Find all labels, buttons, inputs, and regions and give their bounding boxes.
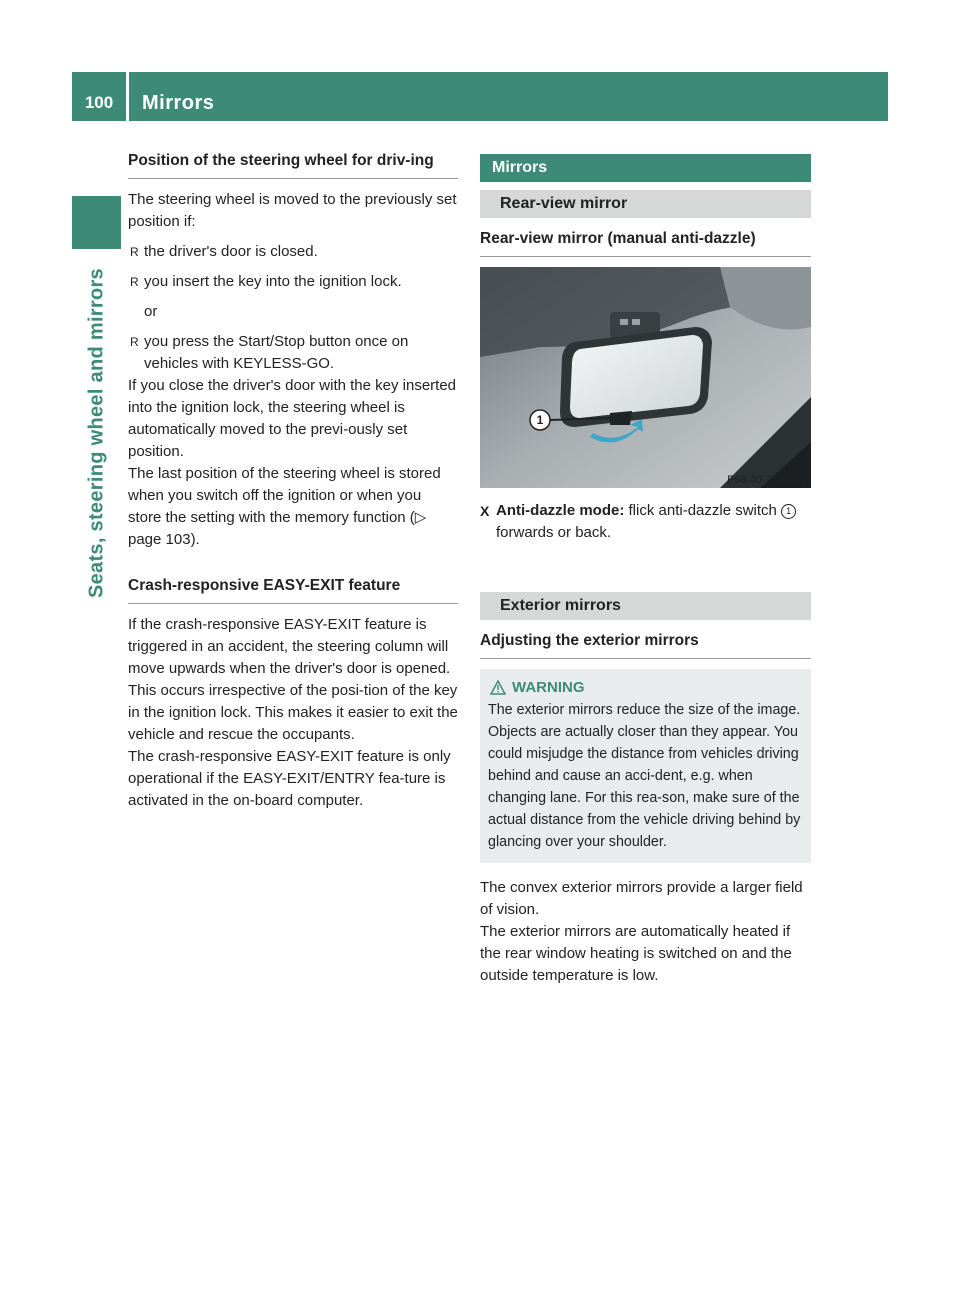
list-item: R you press the Start/Stop button once on vehicles with KEYLESS-GO. (130, 333, 409, 372)
paragraph: If the crash-responsive EASY-EXIT feature is triggered in an accident, the steering column will move upwards when the driver's door is opened. This occurs irrespective of the posi-tion of the key in the ignition lock. This makes it easier to exit the vehicle and rescue the occupants. (128, 616, 458, 743)
paragraph: The last position of the steering wheel is stored when you switch off the ignition or when you store the setting with the memory function (▷ page 103). (128, 465, 441, 548)
bullet-icon: R (130, 275, 139, 289)
list-item: R you insert the key into the ignition lock. (128, 271, 458, 293)
instruction-step: X Anti-dazzle mode: flick anti-dazzle switch 1 forwards or back. (480, 500, 811, 544)
warning-box (480, 669, 811, 863)
header-divider (126, 72, 129, 121)
side-tab-marker (72, 196, 121, 249)
left-column (128, 150, 458, 812)
warning-triangle-icon (490, 680, 506, 695)
list-item: R the driver's door is closed. (128, 241, 458, 263)
paragraph: The convex exterior mirrors provide a larger field of vision. (480, 879, 803, 918)
paragraph: The exterior mirrors are automatically heated if the rear window heating is switched on and the outside temperature is low. (480, 923, 792, 984)
section-bar: Mirrors (480, 154, 811, 182)
bullet-icon: R (130, 245, 139, 259)
subsection-bar: Exterior mirrors (480, 592, 811, 620)
warning-title: WARNING (488, 677, 803, 699)
page-header (72, 72, 888, 121)
right-column (480, 150, 811, 987)
section-heading: Adjusting the exterior mirrors (480, 630, 811, 659)
svg-text:1: 1 (536, 413, 544, 427)
list-connector: or (144, 303, 158, 320)
paragraph: The crash-responsive EASY-EXIT feature is only operational if the EASY-EXIT/ENTRY fea-ture is activated in the on-board computer. (128, 748, 451, 809)
header-title: Mirrors (142, 92, 215, 114)
subsection-bar: Rear-view mirror (480, 190, 811, 218)
paragraph: If you close the driver's door with the key inserted into the ignition lock, the steering wheel is automatically moved to the previ-ously set position. (128, 377, 457, 460)
callout-1-icon: 1 (781, 504, 796, 519)
paragraph: The steering wheel is moved to the previously set position if: (128, 191, 457, 230)
rear-view-mirror-figure (480, 267, 811, 488)
page-number: 100 (84, 93, 114, 112)
section-heading: Crash-responsive EASY-EXIT feature (128, 575, 458, 604)
figure-code: P68.40-2188-31 (727, 474, 806, 486)
warning-text: The exterior mirrors reduce the size of the image. Objects are actually closer than they appear. You could misjudge the distance from vehicles driving behind and cause an acci-dent, e.g. when changing lane. For this rea-son, make sure of the actual distance from the vehicle driving behind by glancing over your shoulder. (488, 702, 801, 850)
side-tab-label: Seats, steering wheel and mirrors (85, 268, 107, 599)
action-arrow-icon: X (480, 503, 490, 519)
section-heading: Rear-view mirror (manual anti-dazzle) (480, 228, 811, 257)
side-tab (72, 268, 121, 768)
section-heading: Position of the steering wheel for driv-ing (128, 150, 458, 179)
bullet-icon: R (130, 335, 139, 349)
